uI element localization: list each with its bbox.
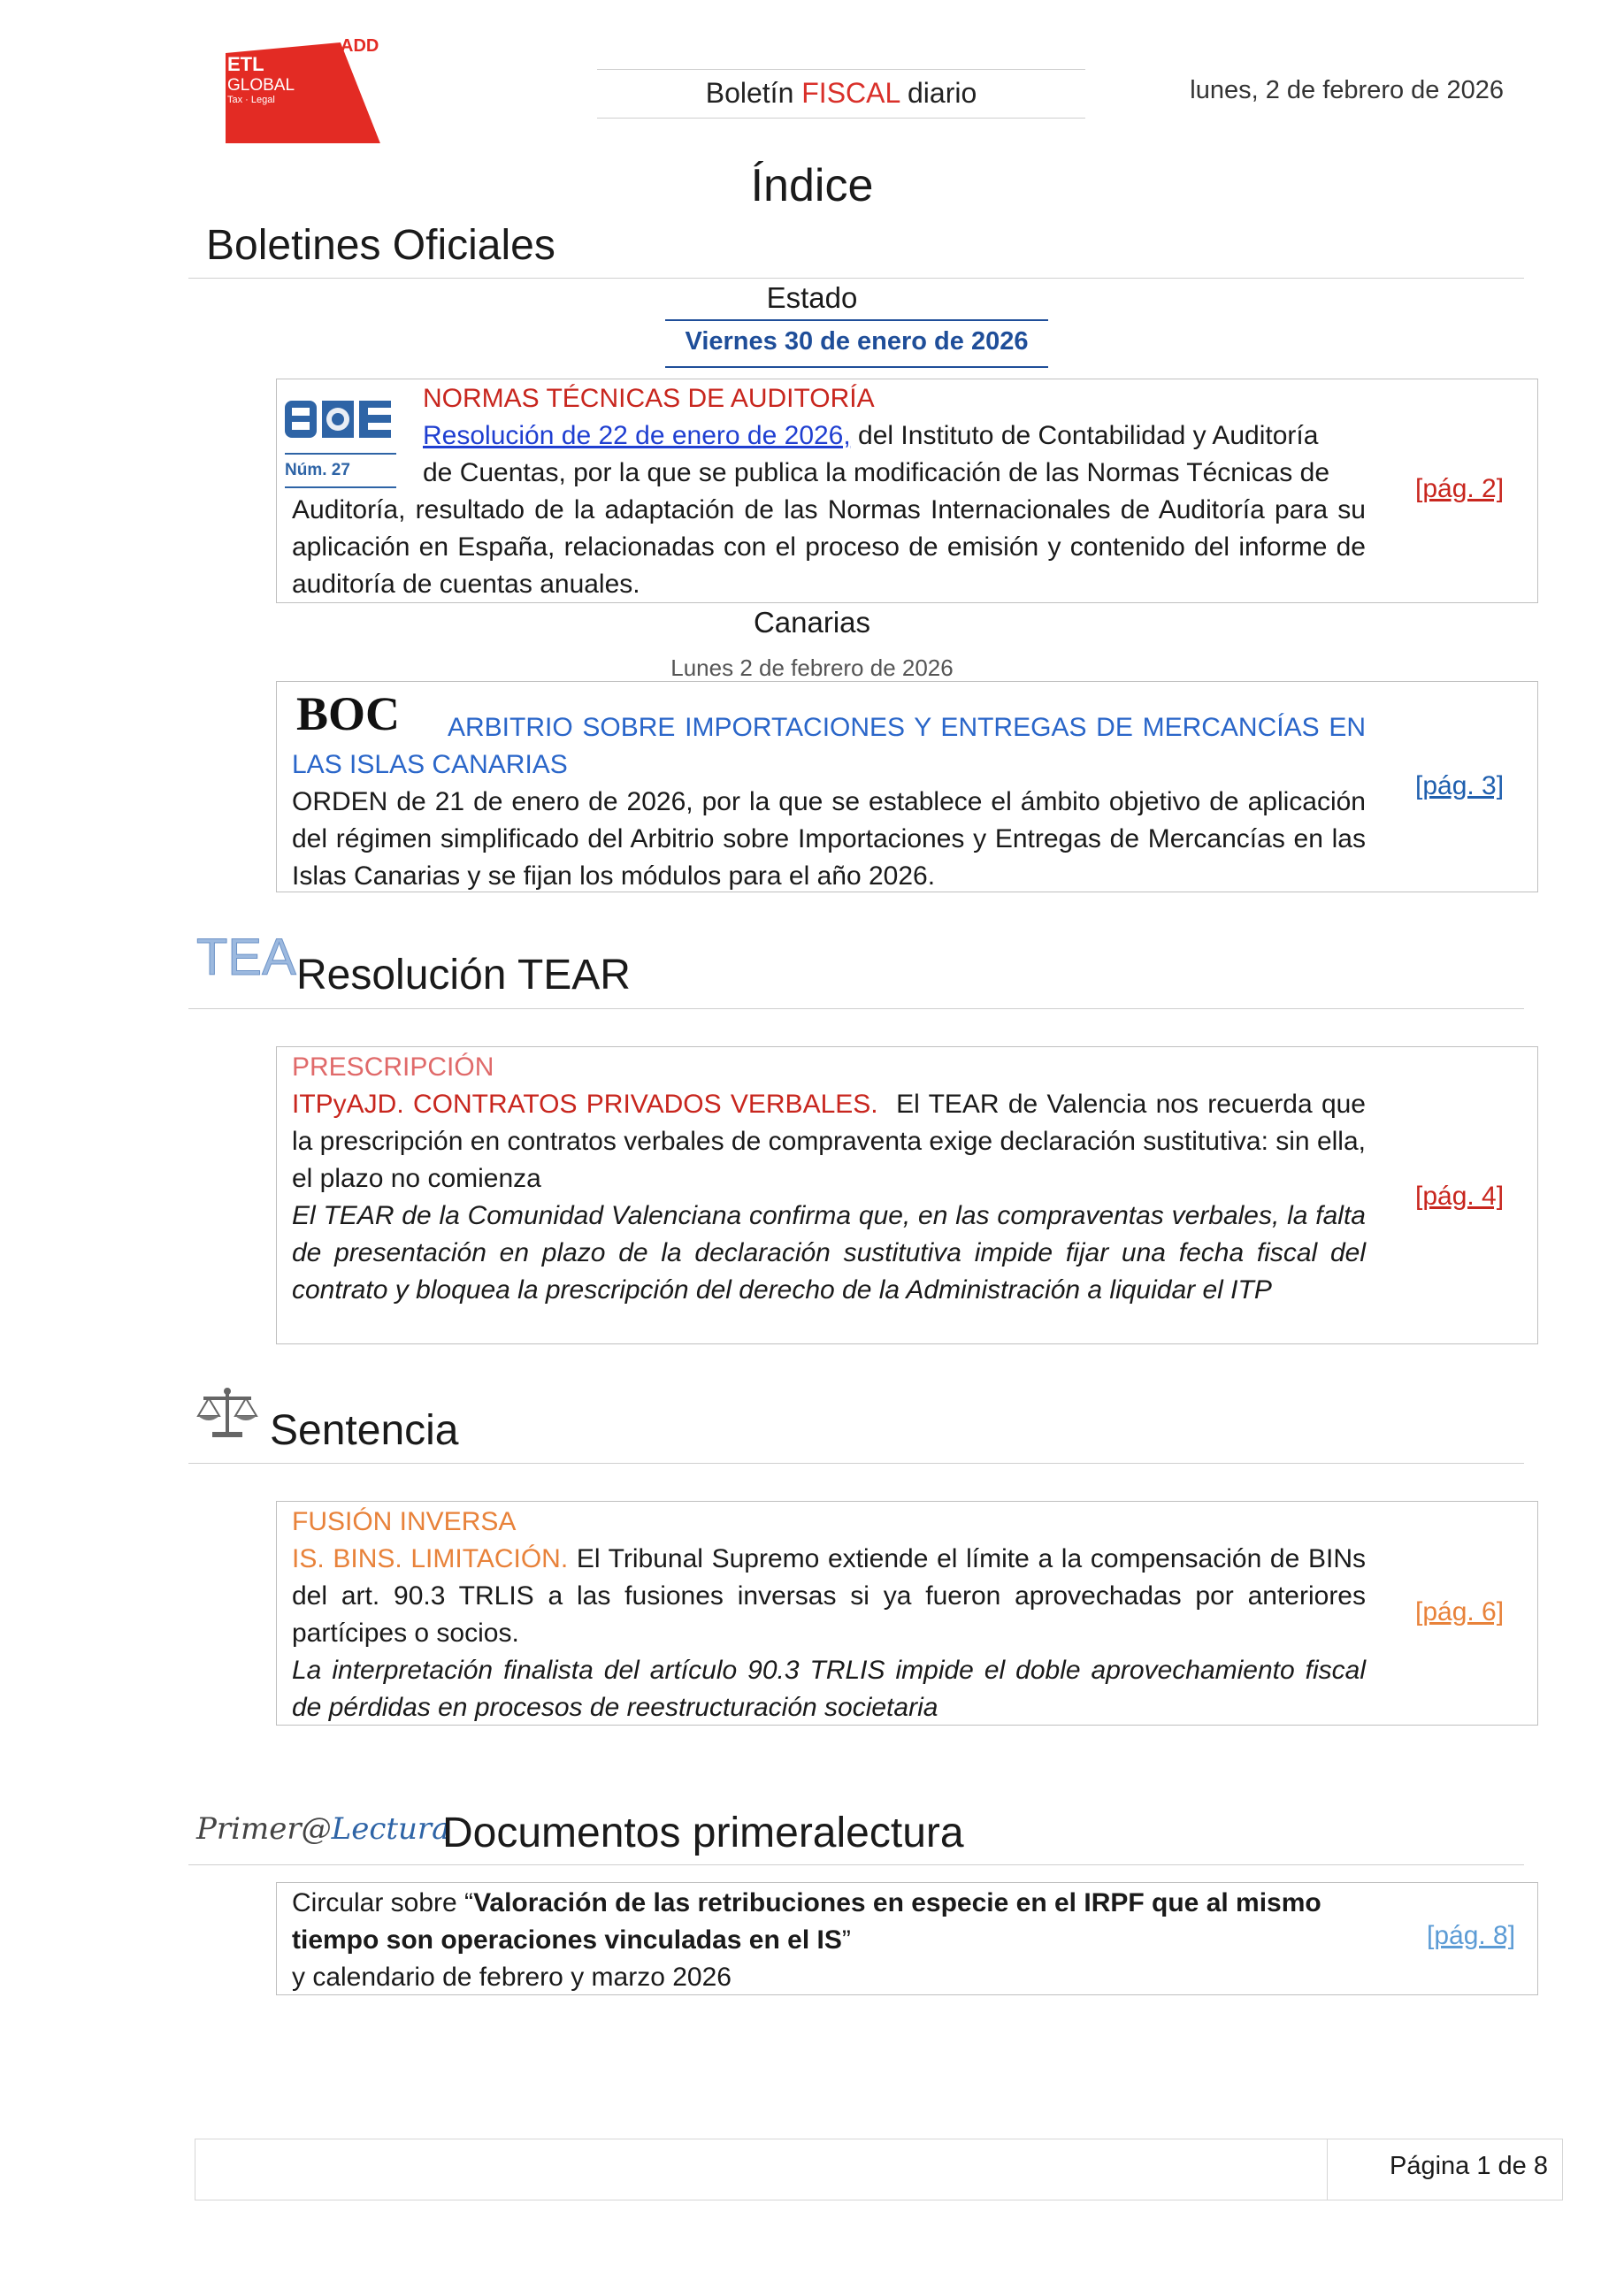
section-divider — [188, 278, 1524, 279]
tear-subject: ITPyAJD. CONTRATOS PRIVADOS VERBALES. — [292, 1090, 878, 1119]
primeralectura-logo — [196, 1811, 449, 1847]
boe-resolution-link[interactable]: Resolución de 22 de enero de 2026, — [423, 421, 851, 450]
bulletin-title — [597, 69, 1085, 119]
logo-add-text: ADD — [341, 36, 379, 56]
boc-heading: ARBITRIO SOBRE IMPORTACIONES Y ENTREGAS DE MERCANCÍAS EN LAS ISLAS CANARIAS — [292, 713, 1366, 779]
primeralectura-bold-title: Valoración de las retribuciones en especie en el IRPF que al mismo tiempo son operaciones vinculadas en el IS — [292, 1888, 1321, 1955]
primeralectura-tail: y calendario de febrero y marzo 2026 — [292, 1963, 732, 1992]
section-title-boletines: Boletines Oficiales — [206, 222, 555, 269]
section-title-sentencia: Sentencia — [270, 1407, 459, 1454]
canarias-date: Lunes 2 de febrero de 2026 — [670, 654, 954, 681]
estado-label: Estado — [766, 281, 858, 314]
sentencia-summary-text: El Tribunal Supremo extiende el límite a la compensación de BINs del art. 90.3 TRLIS a las fusiones inversas si ya fueron aprovechadas por anteriores partícipes o socios. — [292, 1544, 1366, 1648]
primeralectura-prefix: Circular sobre “ — [292, 1888, 474, 1917]
canarias-label: Canarias — [753, 606, 871, 639]
boe-issue-number: Núm. 27 — [285, 461, 350, 479]
boc-body: ORDEN de 21 de enero de 2026, por la que se establece el ámbito objetivo de aplicación del régimen simplificado del Arbitrio sobre Importaciones y Entregas de Mercancías en las Islas Canarias y se fijan los módulos para el año 2026. — [292, 787, 1366, 891]
primeralectura-logo-b: Lectura — [331, 1811, 450, 1847]
bulletin-prefix: Boletín — [705, 77, 802, 109]
primeralectura-page-ref[interactable]: [pág. 8] — [1427, 1921, 1516, 1950]
section-divider — [188, 1864, 1524, 1865]
footer-page-number: Página 1 de 8 — [1390, 2152, 1548, 2180]
date-banner-rule-top — [665, 319, 1048, 321]
section-title-tear: Resolución TEAR — [296, 952, 631, 999]
tear-italic: El TEAR de la Comunidad Valenciana confirma que, en las compraventas verbales, la falta de presentación en plazo de la declaración sustitutiva impide fijar una fecha fiscal del contrato y bloquea la prescripción del derecho de la Administración a liquidar el ITP — [292, 1201, 1366, 1305]
date-banner-rule-bottom — [665, 366, 1048, 368]
sentencia-italic: La interpretación finalista del artículo 90.3 TRLIS impide el doble aprovechamiento fiscal de pérdidas en procesos de reestructuración societaria — [292, 1656, 1366, 1722]
bulletin-fiscal: FISCAL — [801, 77, 900, 109]
section-divider — [188, 1463, 1524, 1464]
boe-body-line1-rest: del Instituto de Contabilidad y Auditoría — [850, 421, 1319, 450]
boe-heading: NORMAS TÉCNICAS DE AUDITORÍA — [423, 384, 875, 413]
sentencia-summary — [292, 1541, 1366, 1652]
logo-tax-text: Tax · Legal — [227, 95, 275, 105]
estado-date: Viernes 30 de enero de 2026 — [685, 327, 1029, 356]
primeralectura-text — [292, 1885, 1406, 1959]
primeralectura-logo-a: Primer@ — [196, 1811, 332, 1847]
sentencia-category: FUSIÓN INVERSA — [292, 1507, 517, 1536]
sentencia-subject: IS. BINS. LIMITACIÓN. — [292, 1544, 569, 1573]
bulletin-suffix: diario — [900, 77, 977, 109]
section-divider — [188, 1008, 1524, 1009]
tear-summary-text: El TEAR de Valencia nos recuerda que la prescripción en contratos verbales de compraventa exige declaración sustitutiva: sin ella, el plazo no comienza — [292, 1090, 1366, 1193]
section-title-primeralectura: Documentos primeralectura — [442, 1810, 964, 1856]
tear-category: PRESCRIPCIÓN — [292, 1052, 494, 1082]
boe-body-rest: Auditoría, resultado de la adaptación de las Normas Internacionales de Auditoría para su aplicación en España, relacionadas con el proceso de emisión y contenido del informe de auditoría de cuentas anuales. — [292, 495, 1366, 599]
tear-page-ref[interactable]: [pág. 4] — [1415, 1182, 1505, 1211]
boc-page-ref[interactable]: [pág. 3] — [1415, 771, 1505, 800]
boe-body-line1 — [423, 417, 1366, 455]
scales-of-justice-icon — [196, 1384, 258, 1445]
boe-page-ref[interactable]: [pág. 2] — [1415, 474, 1505, 503]
tea-icon — [196, 929, 296, 990]
logo-global-text: GLOBAL — [227, 76, 295, 95]
index-title: Índice — [750, 160, 874, 211]
logo-etl-text: ETL — [227, 53, 264, 75]
primeralectura-close-quote: ” — [841, 1925, 851, 1955]
etl-global-logo — [217, 35, 385, 143]
sentencia-page-ref[interactable]: [pág. 6] — [1415, 1597, 1505, 1626]
boc-logo: BOC — [296, 687, 401, 740]
header-date: lunes, 2 de febrero de 2026 — [1190, 76, 1504, 104]
tear-summary — [292, 1086, 1366, 1198]
boe-body-line2: de Cuentas, por la que se publica la modificación de las Normas Técnicas de — [423, 458, 1330, 487]
tea-icon-text: TEA — [196, 929, 296, 986]
